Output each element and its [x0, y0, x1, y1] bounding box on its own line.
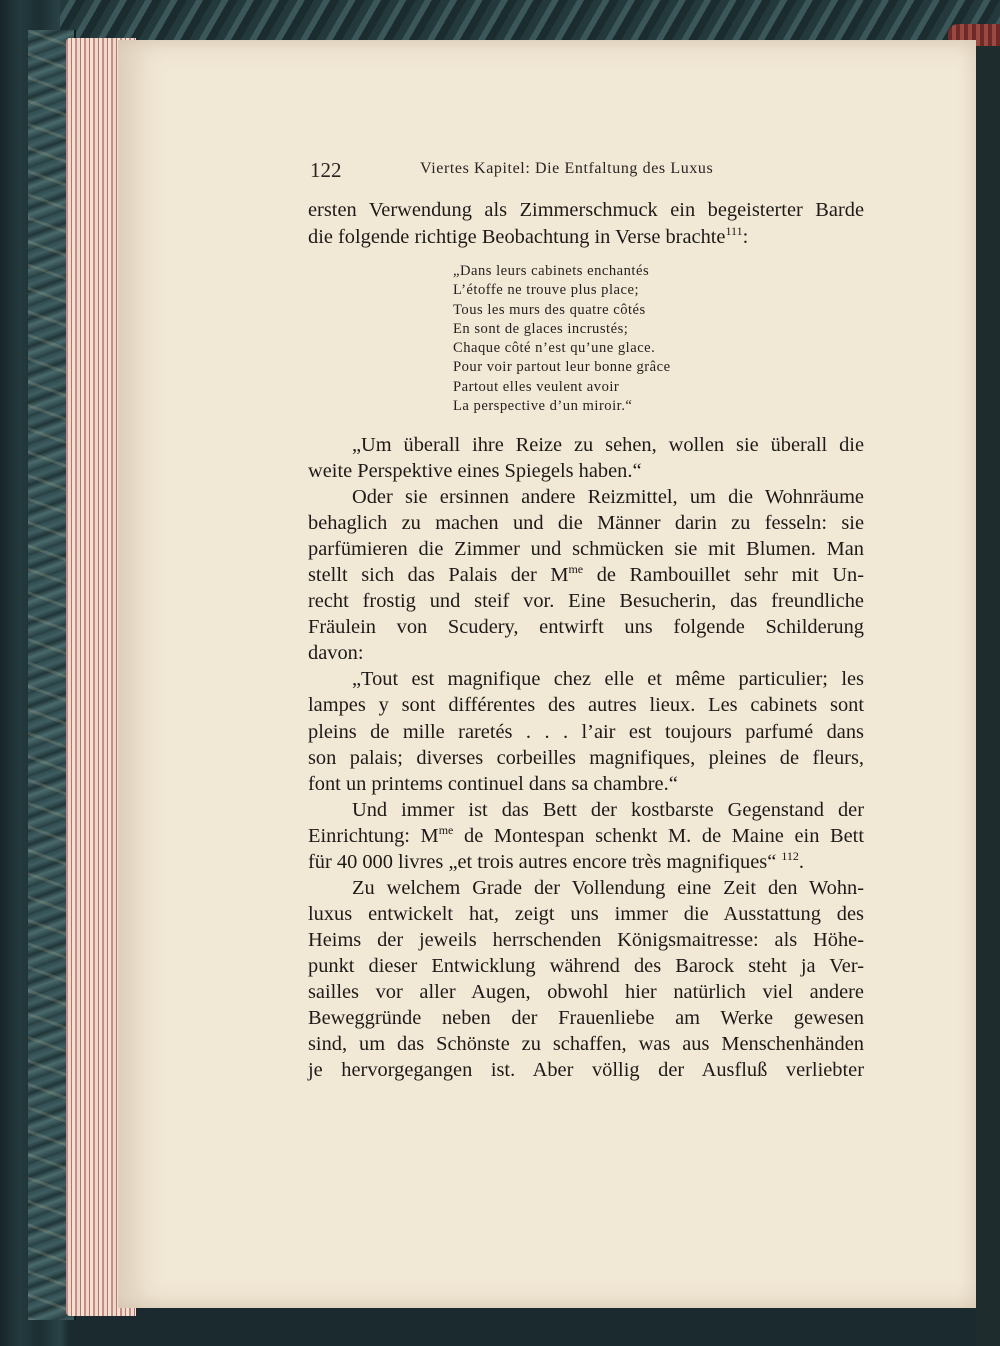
right-binding-edge: [976, 46, 1000, 1346]
text-span: de Montespan schenkt M. de Maine ein Bett: [453, 824, 864, 847]
text-span: de Rambouillet sehr mit Un-: [583, 564, 864, 587]
page-header: [308, 156, 868, 186]
poem-line: Pour voir partout leur bonne grâce: [453, 359, 671, 376]
text-line: font un printems continuel dans sa chambre.“: [308, 772, 678, 795]
text-line: recht frostig und steif vor. Eine Besucherin, das freundliche: [308, 590, 864, 613]
main-text: [308, 432, 864, 1083]
text-line: Fräulein von Scudery, entwirft uns folgende Schilderung: [308, 616, 864, 639]
poem-line: En sont de glaces incrustés;: [453, 320, 629, 337]
text-line: pleins de mille raretés . . . l’air est toujours parfumé dans: [308, 720, 864, 743]
text-line: „Um überall ihre Reize zu sehen, wollen sie überall die: [352, 434, 864, 456]
text-span: für 40 000 livres „et trois autres encore très magnifiques“: [308, 850, 782, 873]
text-line: Oder sie ersinnen andere Reizmittel, um die Wohnräume: [352, 486, 864, 509]
poem-line: Partout elles veulent avoir: [453, 378, 620, 395]
running-title: Viertes Kapitel: Die Entfaltung des Luxus: [420, 160, 714, 177]
footnote-ref: 112: [781, 848, 799, 863]
text-line: son palais; diverses corbeilles magnifiques, pleines de fleurs,: [308, 746, 864, 769]
text-line: luxus entwickelt hat, zeigt uns immer die Ausstattung des: [308, 902, 864, 925]
text-line: davon:: [308, 642, 364, 665]
poem-line: „Dans leurs cabinets enchantés: [453, 263, 650, 279]
text-line: [308, 823, 864, 849]
text-line: punkt dieser Entwicklung während des Barock steht ja Ver-: [308, 954, 864, 977]
text-line: [308, 849, 864, 875]
text-line: parfümieren die Zimmer und schmücken sie mit Blumen. Man: [308, 538, 864, 561]
text-line: sailles vor aller Augen, obwohl hier natürlich viel andere: [308, 980, 864, 1003]
superscript: me: [568, 562, 584, 577]
text-line: sind, um das Schönste zu schaffen, was aus Menschenhänden: [308, 1033, 864, 1056]
text-span: stellt sich das Palais der M: [308, 564, 569, 587]
poem-line: La perspective d’un miroir.“: [453, 398, 633, 415]
superscript: me: [438, 822, 454, 837]
text-line: je hervorgegangen ist. Aber völlig der Ausfluß verliebter: [308, 1059, 864, 1082]
text-line: Zu welchem Grade der Vollendung eine Zeit den Wohn-: [352, 876, 864, 899]
text-line: [308, 562, 864, 588]
text-line: Und immer ist das Bett der kostbarste Gegenstand der: [352, 798, 864, 821]
text-line: [308, 224, 864, 251]
french-poem: [453, 262, 753, 416]
footnote-ref: 111: [725, 223, 743, 238]
text-line: ersten Verwendung als Zimmerschmuck ein begeisterter Barde: [308, 199, 864, 221]
text-line: lampes y sont différentes des autres lieux. Les cabinets sont: [308, 694, 864, 717]
text-line: Beweggründe neben der Frauenliebe am Werke gewesen: [308, 1007, 864, 1030]
poem-line: Tous les murs des quatre côtés: [453, 301, 646, 318]
text-line: Heims der jeweils herrschenden Königsmaitresse: als Höhe-: [308, 928, 864, 951]
text-span: Einrichtung: M: [308, 824, 439, 847]
intro-paragraph: [308, 197, 864, 250]
text-line: behaglich zu machen und die Männer darin zu fesseln: sie: [308, 512, 864, 535]
text-line: weite Perspektive eines Spiegels haben.“: [308, 460, 642, 483]
text-line: „Tout est magnifique chez elle et même particulier; les: [352, 668, 864, 691]
text-span: die folgende richtige Beobachtung in Verse brachte: [308, 225, 726, 248]
page-number: 122: [310, 158, 342, 182]
poem-line: L’étoffe ne trouve plus place;: [453, 282, 640, 299]
text-span: :: [742, 225, 749, 248]
text-span: .: [798, 850, 805, 873]
poem-line: Chaque côté n’est qu’une glace.: [453, 340, 656, 357]
